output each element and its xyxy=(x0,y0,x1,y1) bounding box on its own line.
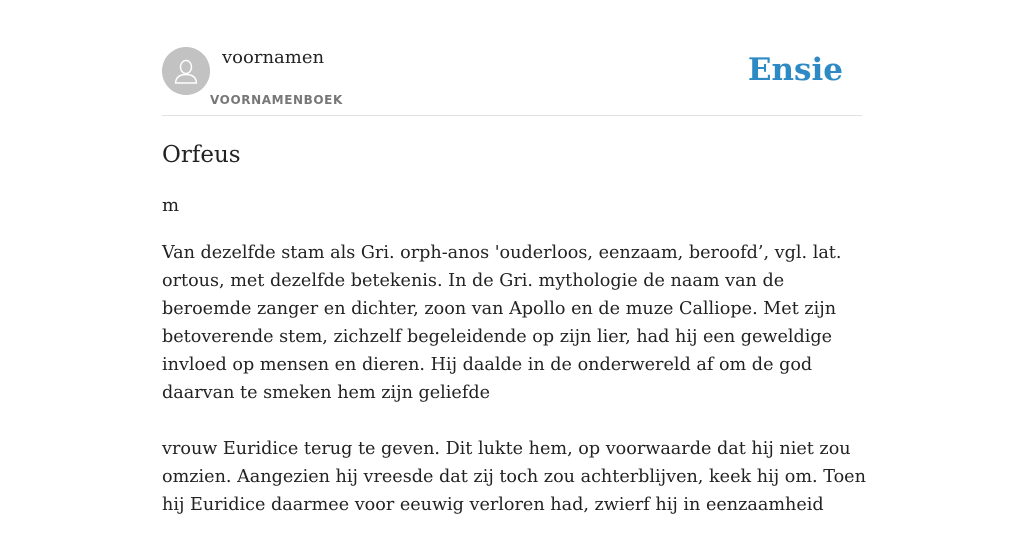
article-header xyxy=(162,0,862,116)
page-title: Orfeus xyxy=(162,142,241,168)
gender-label: m xyxy=(162,195,180,216)
article-paragraph: vrouw Euridice terug te geven. Dit lukte hem, op voorwaarde dat hij niet zou omzien. Aangezien hij vreesde dat zij toch zou achterblijven, keek hij om. Toen hij Euridice daarmee voor eeuwig verloren had, zwierf hij in eenzaamheid xyxy=(162,439,866,515)
author-name[interactable]: voornamen xyxy=(222,47,325,68)
user-avatar-icon[interactable] xyxy=(162,47,210,95)
article-paragraph: Van dezelfde stam als Gri. orph-anos 'ouderloos, eenzaam, beroofd’, vgl. lat. ortous, met dezelfde betekenis. In de Gri. mythologie de naam van de beroemde zanger en dichter, zoon van Apollo en de muze Calliope. Met zijn betoverende stem, zichzelf begeleidende op zijn lier, had hij een geweldige invloed op mensen en dieren. Hij daalde in de onderwereld af om de god daarvan te smeken hem zijn geliefde xyxy=(162,243,842,403)
brand-logo[interactable]: Ensie xyxy=(747,52,843,88)
article-page xyxy=(162,0,866,515)
source-name[interactable]: VOORNAMENBOEK xyxy=(210,93,343,107)
article-body xyxy=(162,239,866,547)
